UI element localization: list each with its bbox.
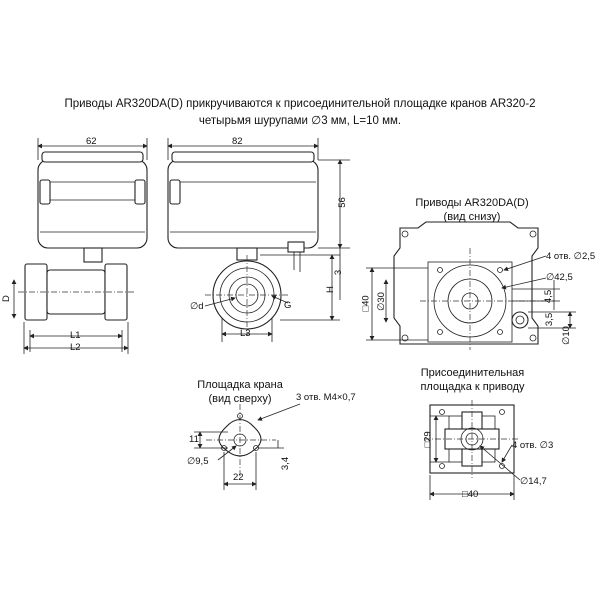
dim-22: 22 [233,472,244,483]
dim-9-5: ∅9,5 [187,456,209,467]
drive-holes-label: 4 отв. ∅3 [512,440,554,451]
dim-d: D [0,295,12,302]
dim-sq-29: □29 [422,431,434,448]
valve-pad [194,404,300,490]
drive-pad [424,400,520,500]
dim-3-4: 3,4 [280,456,292,471]
dim-30: ∅30 [375,292,387,311]
valve-holes-label: 3 отв. М4×0,7 [296,392,356,403]
valve-pad-title-2: (вид сверху) [208,393,272,405]
dim-sq-40: □40 [360,295,372,312]
dim-d-small: ∅d [190,301,204,312]
caption-line-2: четырьмя шурупами ∅3 мм, L=10 мм. [198,115,402,127]
valve-pad-title-1: Площадка крана [197,379,283,391]
dim-42-5: ∅42,5 [546,272,573,283]
drive-pad-title-2: площадка к приводу [420,381,525,393]
dim-82: 82 [232,136,243,147]
dim-56: 56 [336,197,348,208]
bottom-view-title-2: (вид снизу) [443,211,501,223]
bottom-view [366,222,576,350]
dim-3-5: 3,5 [544,312,556,327]
dim-62: 62 [86,136,97,147]
front-view [14,138,147,354]
dim-14-7: ∅14,7 [520,476,547,487]
caption-line-1: Приводы AR320DA(D) прикручиваются к присоединительной площадке кранов AR320-2 [64,98,536,110]
drive-pad-title-1: Присоединительная [420,367,525,379]
bottom-view-title-1: Приводы AR320DA(D) [415,197,529,209]
dim-10: ∅10 [560,326,572,345]
dim-4-5: 4,5 [543,289,555,304]
dim-h: H [324,286,336,293]
bottom-holes-label: 4 отв. ∅2,5 [546,251,596,262]
dim-sq-40-pad: □40 [462,489,479,500]
dim-3: 3 [333,269,345,276]
dim-11: 11 [189,434,199,445]
dim-l2: L2 [70,342,81,353]
dim-g: G [284,300,292,311]
dim-l3: L3 [240,328,251,339]
dim-l1: L1 [70,330,81,341]
